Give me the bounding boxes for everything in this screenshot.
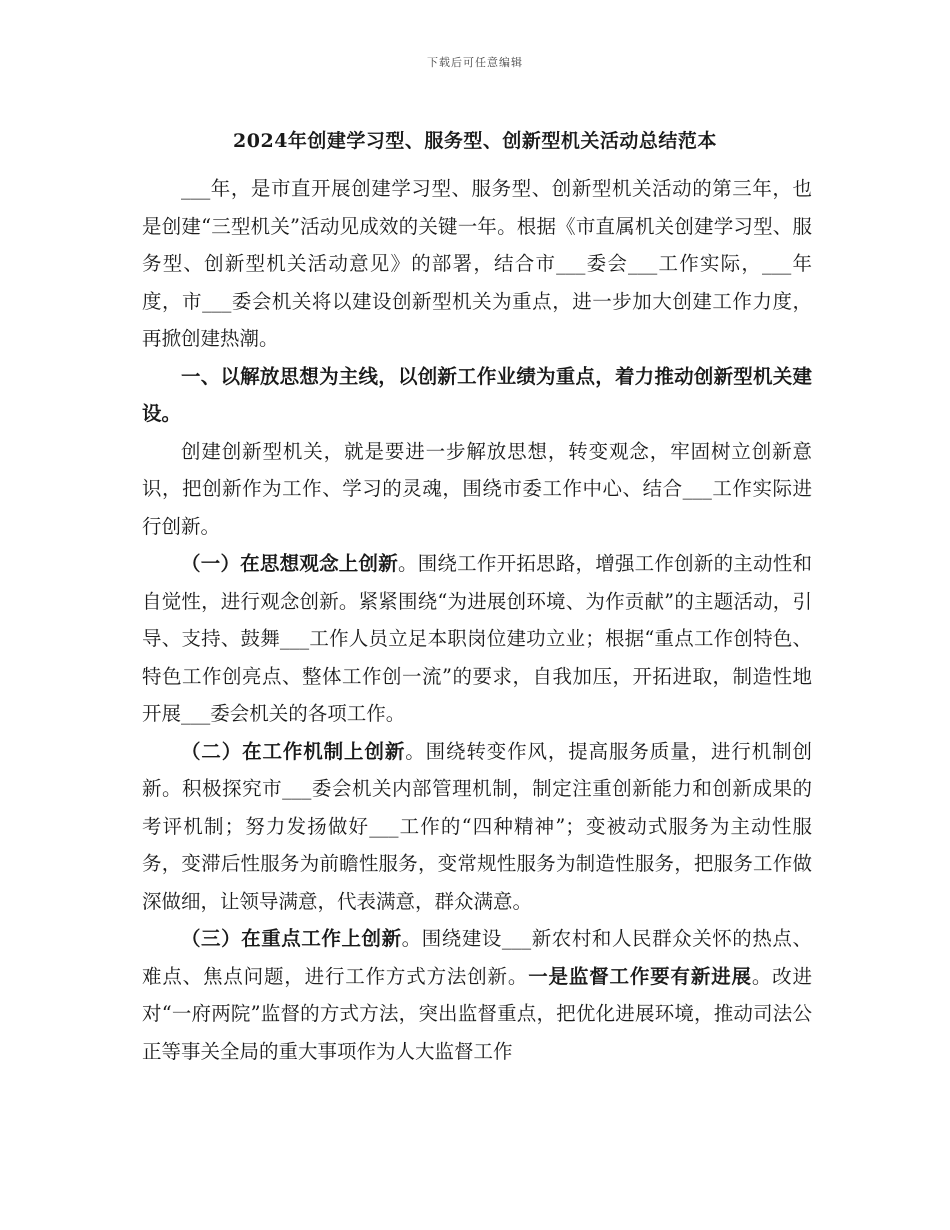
item-3-bold-point: 一是监督工作要有新进展 <box>528 964 752 988</box>
section-1-paragraph: 创建创新型机关，就是要进一步解放思想，转变观念，牢固树立创新意识，把创新作为工作、学习的灵魂，围绕市委工作中心、结合___工作实际进行创新。 <box>142 439 812 538</box>
item-2-paragraph <box>142 733 812 921</box>
intro-paragraph: ___年，是市直开展创建学习型、服务型、创新型机关活动的第三年，也是创建“三型机关”活动见成效的关键一年。根据《市直属机关创建学习型、服务型、创新型机关活动意见》的部署，结合市___委会___工作实际，___年度，市___委会机关将以建设创新型机关为重点，进一步加大创建工作力度，再掀创建热潮。 <box>142 177 812 350</box>
item-1-text: 。围绕工作开拓思路，增强工作创新的主动性和自觉性，进行观念创新。紧紧围绕“为进展创环境、为作贡献”的主题活动，引导、支持、鼓舞___工作人员立足本职岗位建功立业；根据“重点工作创特色、特色工作创亮点、整体工作创一流”的要求，自我加压，开拓进取，制造性地开展___委会机关的各项工作。 <box>142 552 812 725</box>
item-2-text: 。围绕转变作风，提高服务质量，进行机制创新。积极探究市___委会机关内部管理机制，制定注重创新能力和创新成果的考评机制；努力发扬做好___工作的“四种精神”；变被动式服务为主动性服务，变滞后性服务为前瞻性服务，变常规性服务为制造性服务，把服务工作做深做细，让领导满意，代表满意，群众满意。 <box>142 739 812 913</box>
header-note: 下载后可任意编辑 <box>427 56 523 69</box>
item-3-text: 。围绕建设___新农村和人民群众关怀的热点、难点、焦点问题，进行工作方式方法创新。 <box>142 927 812 988</box>
section-1-heading: 一、以解放思想为主线，以创新工作业绩为重点，着力推动创新型机关建设。 <box>142 364 812 425</box>
item-1-label: （一）在思想观念上创新 <box>181 552 398 575</box>
document-body <box>142 170 812 1070</box>
document-title: 2024年创建学习型、服务型、创新型机关活动总结范本 <box>233 130 717 152</box>
item-2-label: （二）在工作机制上创新 <box>181 739 406 763</box>
item-3-label: （三）在重点工作上创新 <box>181 927 402 950</box>
item-3-text-continued: 。改进对“一府两院”监督的方式方法，突出监督重点，把优化进展环境，推动司法公正等事关全局的重大事项作为人大监督工作 <box>142 964 812 1063</box>
item-1-paragraph <box>142 545 812 733</box>
item-3-paragraph <box>142 920 812 1070</box>
